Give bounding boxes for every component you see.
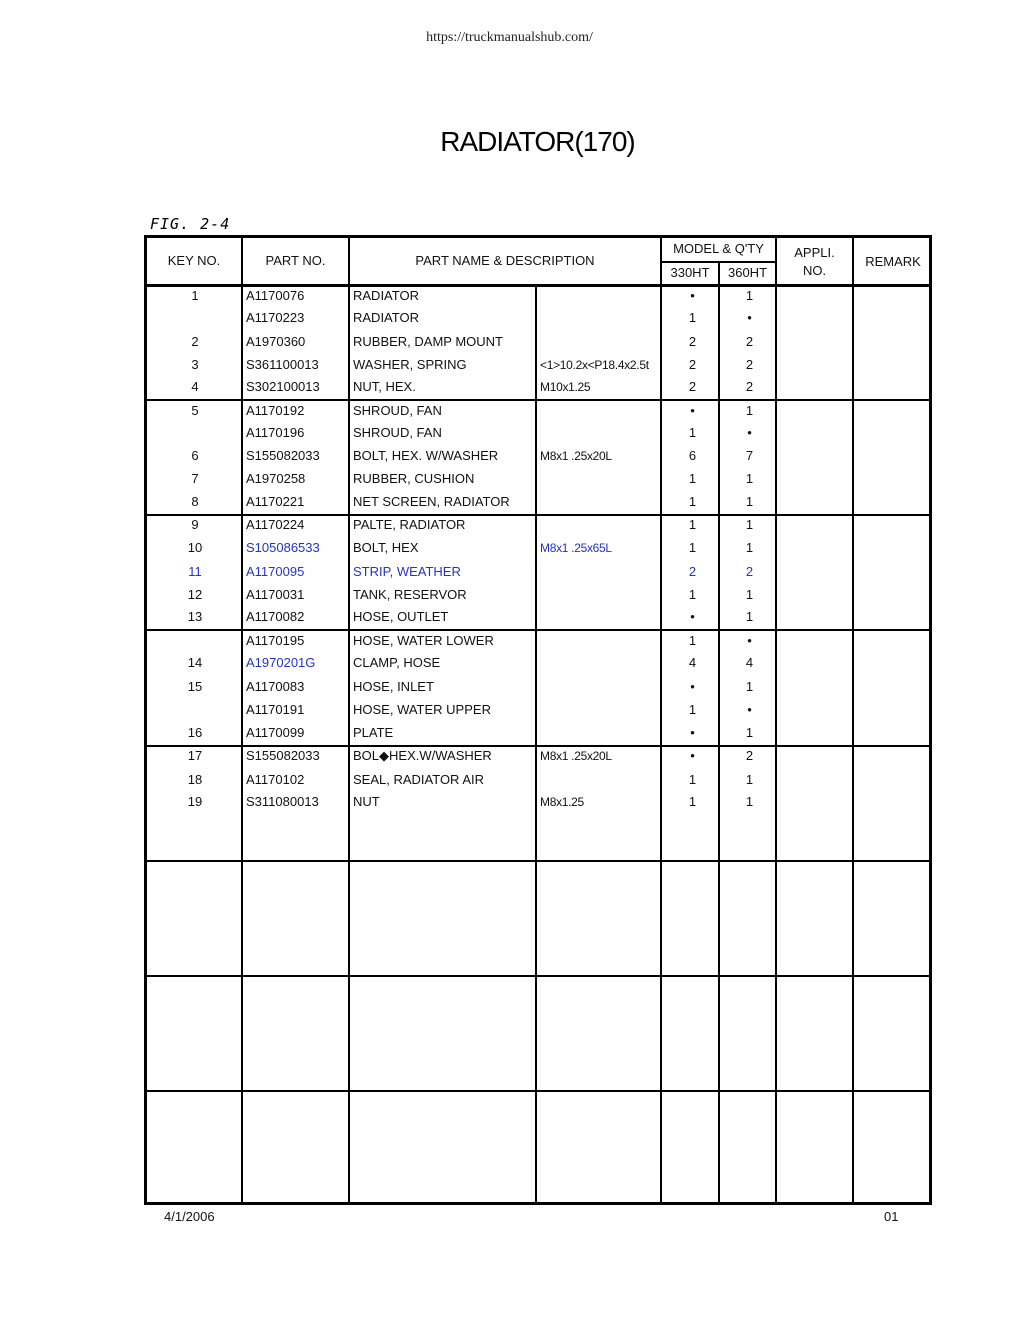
row-part-no: S155082033 [246, 748, 320, 763]
row-key-no: 13 [187, 609, 203, 624]
row-qty-330ht: 2 [688, 379, 697, 394]
row-qty-330ht: • [690, 725, 695, 740]
row-qty-360ht: 1 [745, 540, 754, 555]
row-qty-330ht: • [690, 679, 695, 694]
row-part-name: BOLT, HEX [353, 540, 419, 555]
row-key-no: 7 [191, 471, 199, 486]
row-qty-330ht: 1 [688, 702, 697, 717]
row-qty-330ht: 1 [688, 471, 697, 486]
table-row [147, 491, 929, 513]
row-part-name: HOSE, WATER LOWER [353, 633, 494, 648]
header-subdivider [660, 261, 775, 263]
row-qty-360ht: 1 [745, 679, 754, 694]
row-qty-360ht: 1 [745, 288, 754, 303]
row-qty-360ht: 1 [745, 794, 754, 809]
row-part-name: RUBBER, CUSHION [353, 471, 475, 486]
row-part-no: A1970201G [246, 655, 316, 670]
row-qty-360ht: • [747, 425, 752, 440]
row-part-name: TANK, RESERVOR [353, 587, 467, 602]
row-part-name: NUT, HEX. [353, 379, 416, 394]
row-part-name: RUBBER, DAMP MOUNT [353, 334, 503, 349]
row-qty-330ht: • [690, 609, 695, 624]
table-row [147, 606, 929, 628]
row-key-no: 5 [191, 403, 199, 418]
row-part-no: A1970258 [246, 471, 306, 486]
row-key-no: 1 [191, 288, 199, 303]
row-key-no: 3 [191, 357, 199, 372]
row-spec: M8x1 .25x65L [540, 541, 612, 555]
row-qty-360ht: 1 [745, 772, 754, 787]
row-part-no: A1970360 [246, 334, 306, 349]
table-row [147, 652, 929, 674]
table-row [147, 584, 929, 606]
footer-date: 4/1/2006 [164, 1209, 215, 1224]
row-key-no: 15 [187, 679, 203, 694]
header-key-no: KEY NO. [167, 253, 221, 268]
row-qty-360ht: 2 [745, 379, 754, 394]
header-description: PART NAME & DESCRIPTION [415, 253, 595, 268]
row-qty-360ht: 1 [745, 494, 754, 509]
row-part-no: S105086533 [246, 540, 320, 555]
row-part-name: BOL◆HEX.W/WASHER [353, 748, 492, 763]
row-qty-330ht: 6 [688, 448, 697, 463]
table-row [147, 769, 929, 791]
row-key-no: 12 [187, 587, 203, 602]
row-qty-360ht: 2 [745, 748, 754, 763]
row-qty-330ht: 2 [688, 564, 697, 579]
row-part-no: A1170192 [246, 403, 305, 418]
table-row [147, 422, 929, 444]
row-spec: M8x1.25 [540, 795, 584, 809]
row-part-name: STRIP, WEATHER [353, 564, 461, 579]
row-key-no: 11 [188, 564, 202, 579]
row-qty-360ht: 7 [745, 448, 754, 463]
row-key-no: 14 [187, 655, 203, 670]
row-part-name: BOLT, HEX. W/WASHER [353, 448, 499, 463]
header-appli-no: NO. [802, 263, 827, 278]
row-qty-330ht: 1 [688, 794, 697, 809]
table-row [147, 331, 929, 353]
row-qty-330ht: 1 [688, 310, 697, 325]
row-part-no: S361100013 [246, 357, 319, 372]
row-part-name: HOSE, INLET [353, 679, 434, 694]
table-row [147, 537, 929, 559]
row-part-no: A1170031 [246, 587, 305, 602]
section-line [147, 1090, 929, 1092]
row-part-no: S155082033 [246, 448, 320, 463]
table-row [147, 722, 929, 744]
row-qty-330ht: • [690, 288, 695, 303]
row-part-no: A1170196 [246, 425, 305, 440]
row-part-no: S302100013 [246, 379, 320, 394]
table-row [147, 699, 929, 721]
table-row [147, 354, 929, 376]
row-part-no: S311080013 [246, 794, 319, 809]
header-remark: REMARK [865, 254, 921, 269]
header-model-b: 360HT [727, 265, 768, 280]
row-qty-330ht: 2 [688, 334, 697, 349]
row-key-no: 10 [187, 540, 203, 555]
row-key-no: 9 [191, 517, 199, 532]
row-qty-360ht: • [747, 310, 752, 325]
section-line [147, 860, 929, 862]
row-qty-330ht: 1 [688, 633, 697, 648]
table-row [147, 307, 929, 329]
section-line [147, 975, 929, 977]
row-qty-330ht: 4 [688, 655, 697, 670]
row-qty-360ht: 1 [745, 517, 754, 532]
row-part-name: PLATE [353, 725, 394, 740]
row-key-no: 17 [187, 748, 203, 763]
row-part-name: CLAMP, HOSE [353, 655, 441, 670]
row-part-name: HOSE, WATER UPPER [353, 702, 491, 717]
row-qty-330ht: • [690, 403, 695, 418]
table-row [147, 285, 929, 307]
row-part-no: A1170099 [246, 725, 305, 740]
row-part-no: A1170224 [246, 517, 305, 532]
row-qty-360ht: 2 [745, 334, 754, 349]
row-part-name: HOSE, OUTLET [353, 609, 449, 624]
table-row [147, 468, 929, 490]
table-row [147, 445, 929, 467]
row-qty-360ht: 1 [745, 403, 754, 418]
row-part-no: A1170195 [246, 633, 305, 648]
row-part-name: SEAL, RADIATOR AIR [353, 772, 485, 787]
footer-page-number: 01 [884, 1209, 899, 1224]
row-part-no: A1170102 [246, 772, 305, 787]
row-qty-360ht: 2 [745, 357, 754, 372]
table-row [147, 376, 929, 398]
row-key-no: 8 [191, 494, 199, 509]
row-spec: <1>10.2x<P18.4x2.5t [540, 358, 649, 372]
row-spec: M8x1 .25x20L [540, 749, 612, 763]
table-row [147, 561, 929, 583]
row-part-name: NET SCREEN, RADIATOR [353, 494, 510, 509]
row-qty-360ht: • [747, 702, 752, 717]
row-qty-360ht: 1 [745, 587, 754, 602]
header-model-a: 330HT [670, 265, 710, 280]
table-row [147, 400, 929, 422]
parts-table [144, 235, 932, 1205]
row-spec: M10x1.25 [540, 380, 591, 394]
row-key-no: 4 [191, 379, 199, 394]
header-model-qty: MODEL & Q'TY [673, 241, 764, 256]
row-part-no: A1170095 [246, 564, 305, 579]
row-qty-360ht: • [747, 633, 752, 648]
table-row [147, 745, 929, 767]
figure-label: FIG. 2-4 [150, 215, 231, 233]
row-qty-360ht: 4 [745, 655, 754, 670]
row-qty-330ht: 1 [688, 494, 697, 509]
row-part-name: NUT [353, 794, 380, 809]
row-part-no: A1170223 [246, 310, 305, 325]
row-key-no: 16 [187, 725, 203, 740]
page-title: RADIATOR(170) [440, 126, 635, 157]
source-url[interactable]: https://truckmanualshub.com/ [426, 30, 593, 45]
row-key-no: 6 [191, 448, 199, 463]
row-part-name: RADIATOR [353, 310, 419, 325]
row-qty-330ht: 1 [688, 425, 697, 440]
header-appli: APPLI. [794, 245, 835, 260]
row-qty-360ht: 1 [745, 609, 754, 624]
row-key-no: 2 [191, 334, 199, 349]
header-part-no: PART NO. [265, 253, 326, 268]
row-part-name: SHROUD, FAN [353, 425, 442, 440]
table-row [147, 676, 929, 698]
row-key-no: 19 [187, 794, 203, 809]
row-part-name: WASHER, SPRING [353, 357, 467, 372]
row-spec: M8x1 .25x20L [540, 449, 612, 463]
row-qty-360ht: 1 [745, 725, 754, 740]
row-qty-330ht: 1 [688, 772, 697, 787]
row-qty-360ht: 1 [745, 471, 754, 486]
row-part-no: A1170076 [246, 288, 305, 303]
row-part-no: A1170083 [246, 679, 305, 694]
table-row [147, 514, 929, 536]
row-part-name: SHROUD, FAN [353, 403, 442, 418]
row-qty-360ht: 2 [745, 564, 754, 579]
row-part-no: A1170191 [246, 702, 305, 717]
row-qty-330ht: • [690, 748, 695, 763]
row-qty-330ht: 1 [688, 540, 697, 555]
row-part-name: RADIATOR [353, 288, 419, 303]
row-key-no: 18 [187, 772, 203, 787]
row-qty-330ht: 2 [688, 357, 697, 372]
table-row [147, 630, 929, 652]
row-part-name: PALTE, RADIATOR [353, 517, 466, 532]
table-row [147, 791, 929, 813]
row-part-no: A1170082 [246, 609, 305, 624]
row-qty-330ht: 1 [688, 587, 697, 602]
row-part-no: A1170221 [246, 494, 305, 509]
row-qty-330ht: 1 [688, 517, 697, 532]
